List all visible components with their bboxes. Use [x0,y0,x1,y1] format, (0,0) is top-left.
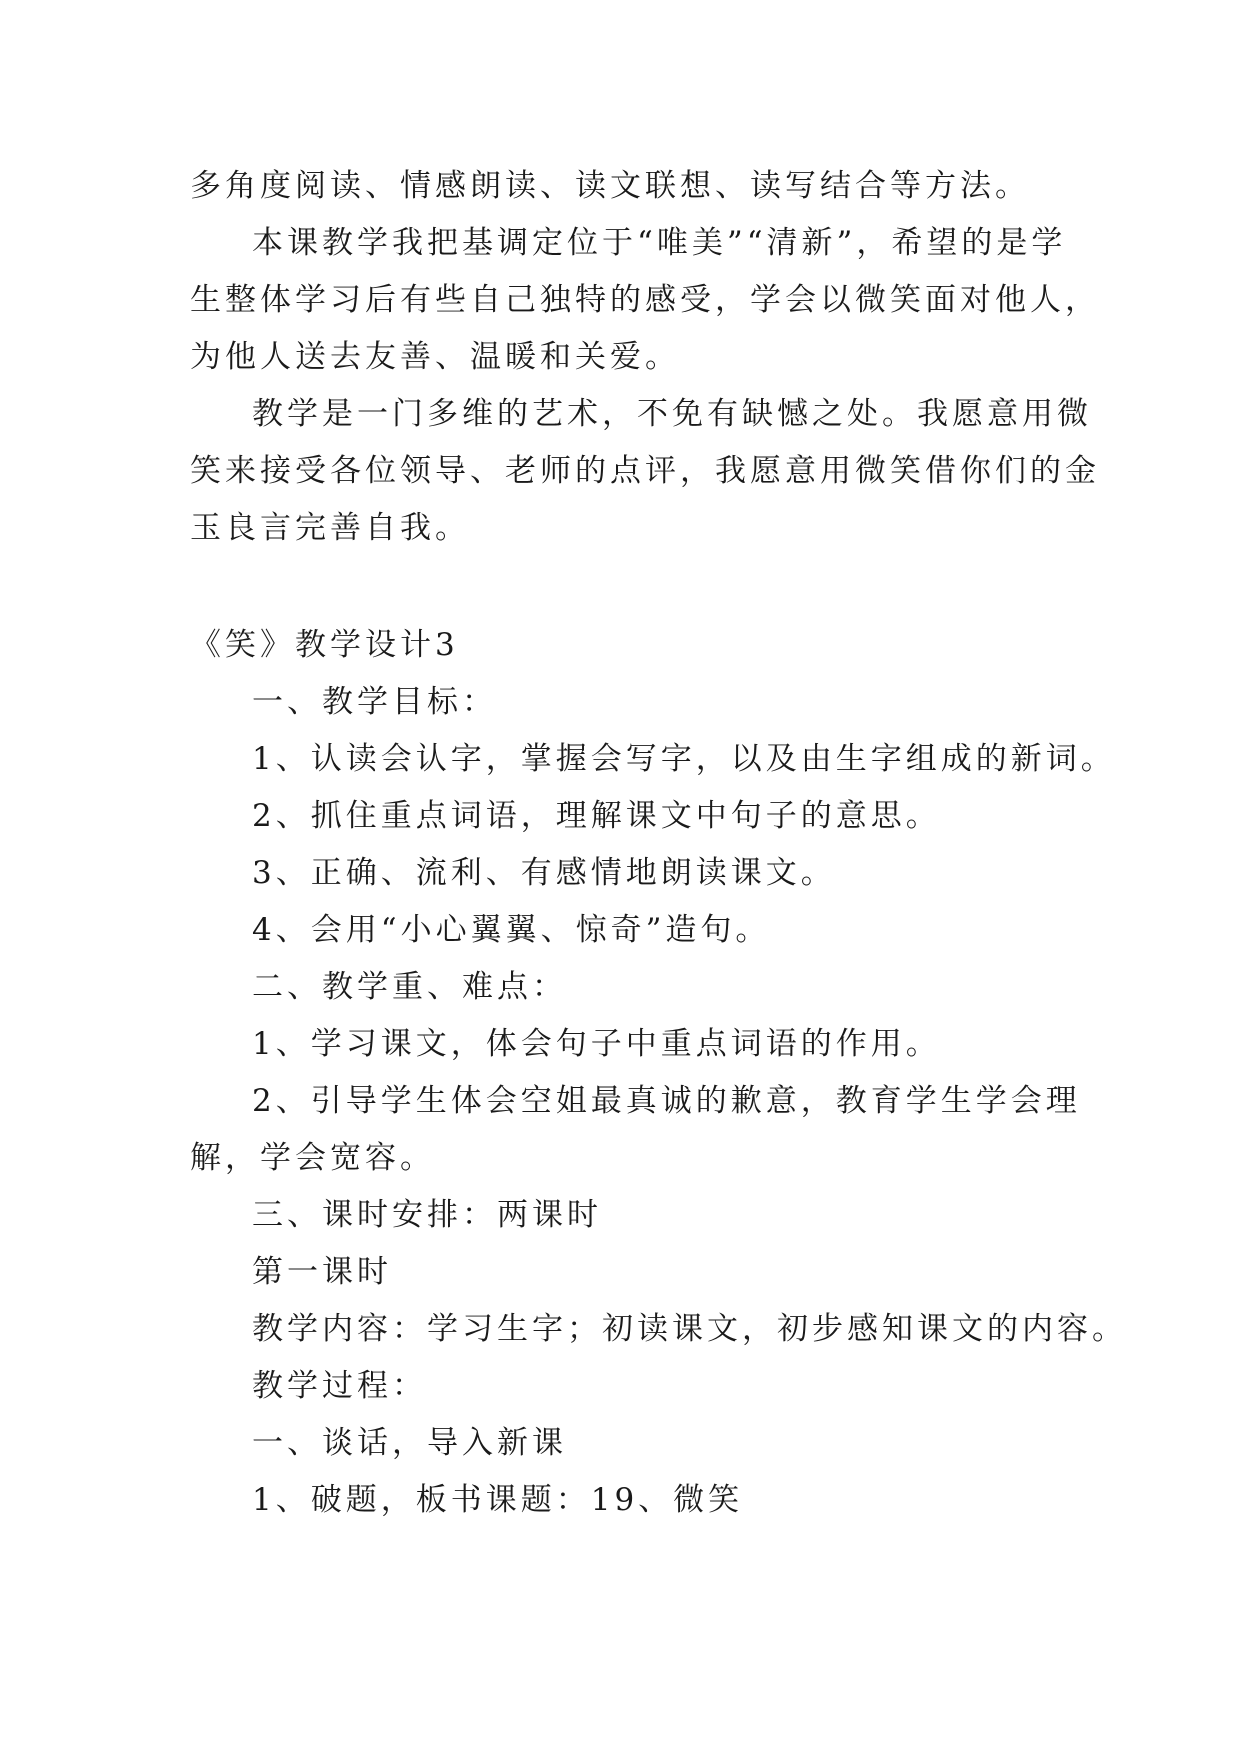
paragraph-line: 多角度阅读、情感朗读、读文联想、读写结合等方法。 [190,168,1030,204]
paragraph-line: 为他人送去友善、温暖和关爱。 [190,339,680,375]
paragraph-line: 玉良言完善自我。 [190,510,470,546]
section-title: 《笑》教学设计3 [190,627,459,663]
lesson-content: 教学内容：学习生字；初读课文，初步感知课文的内容。 [252,1311,1127,1347]
lesson-process: 教学过程： [252,1368,427,1404]
process-step-heading: 一、谈话，导入新课 [252,1425,567,1461]
paragraph-line: 教学是一门多维的艺术，不免有缺憾之处。我愿意用微 [252,396,1092,432]
schedule-heading: 三、课时安排：两课时 [252,1197,602,1233]
key-point-item-continuation: 解，学会宽容。 [190,1140,435,1176]
key-point-item: 2、引导学生体会空姐最真诚的歉意，教育学生学会理 [252,1083,1081,1119]
paragraph-line: 笑来接受各位领导、老师的点评，我愿意用微笑借你们的金 [190,453,1100,489]
key-points-heading: 二、教学重、难点： [252,969,567,1005]
paragraph-line: 本课教学我把基调定位于“唯美”“清新”，希望的是学 [252,225,1067,261]
paragraph-line: 生整体学习后有些自己独特的感受，学会以微笑面对他人， [190,282,1100,318]
goals-heading: 一、教学目标： [252,684,497,720]
goal-item: 3、正确、流利、有感情地朗读课文。 [252,855,836,891]
process-step-item: 1、破题，板书课题：19、微笑 [252,1482,744,1518]
key-point-item: 1、学习课文，体会句子中重点词语的作用。 [252,1026,941,1062]
goal-item: 2、抓住重点词语，理解课文中句子的意思。 [252,798,941,834]
goal-item: 1、认读会认字，掌握会写字，以及由生字组成的新词。 [252,741,1116,777]
goal-item: 4、会用“小心翼翼、惊奇”造句。 [252,912,771,948]
lesson-title: 第一课时 [252,1254,392,1290]
